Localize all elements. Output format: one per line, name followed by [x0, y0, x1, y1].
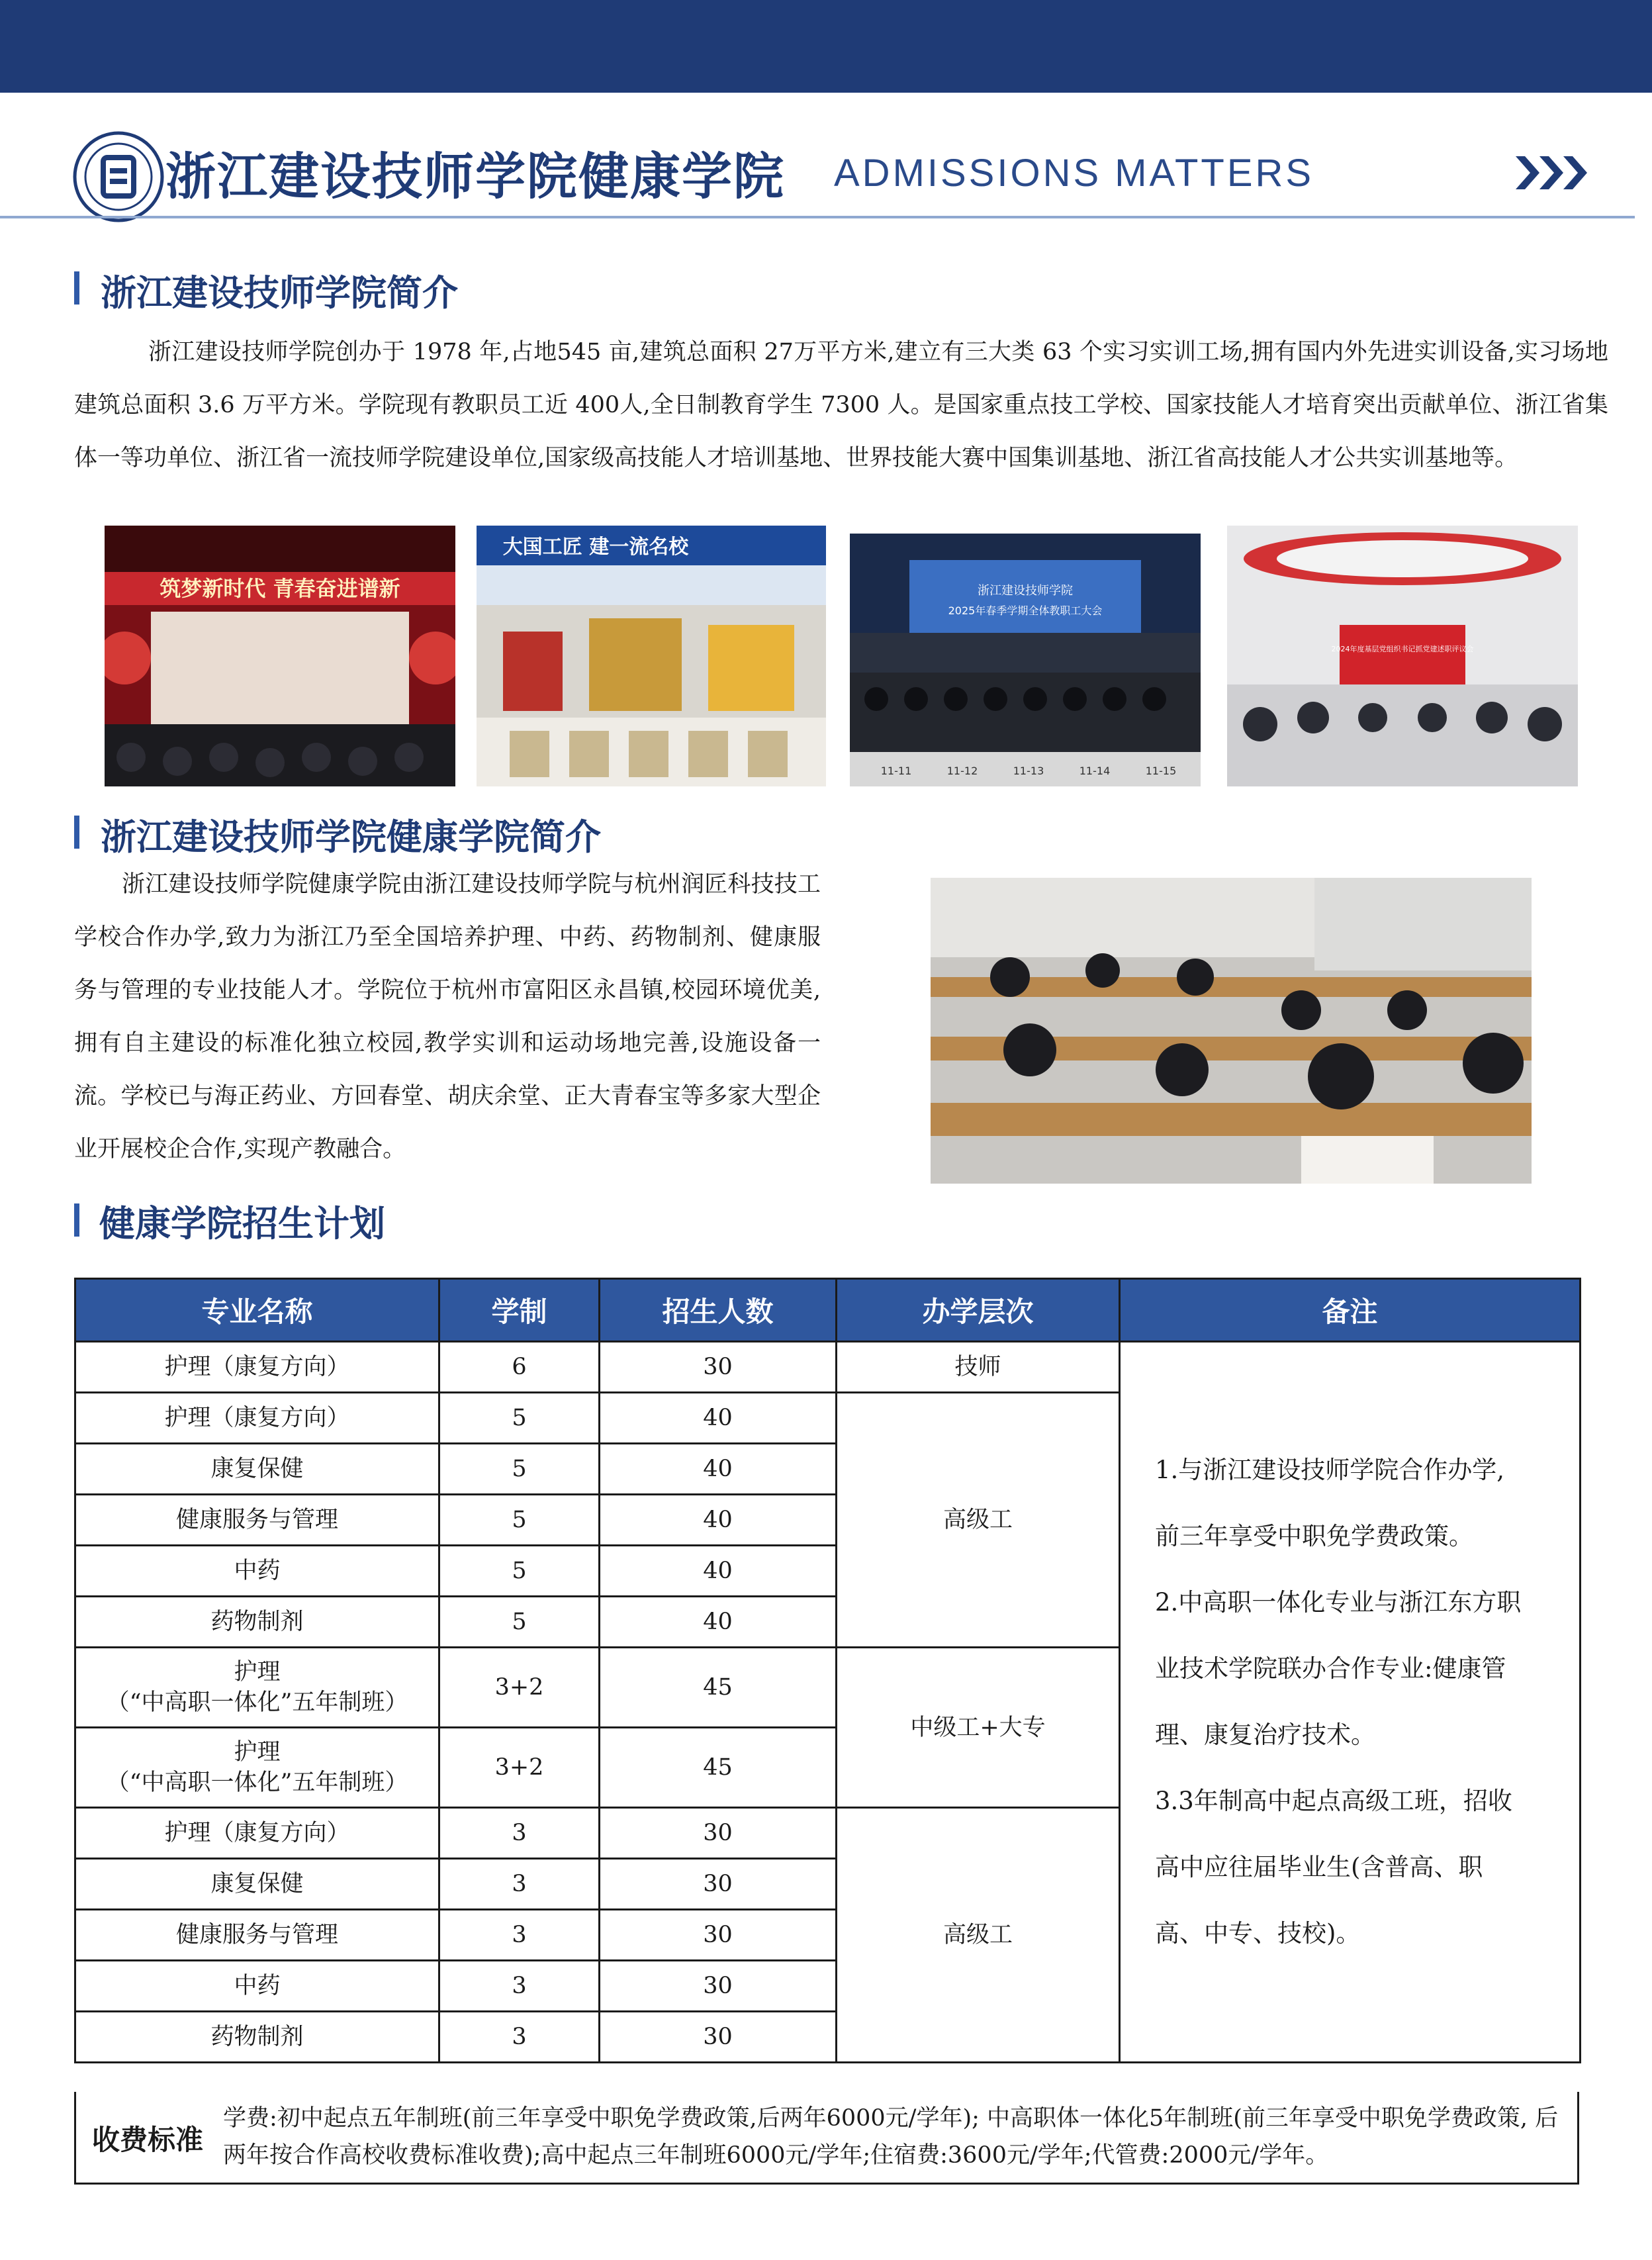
enrollment-count: 30: [600, 1808, 837, 1859]
top-color-band: [0, 0, 1652, 93]
photo-screen-text: 浙江建设技师学院: [978, 584, 1073, 598]
remark-line: 高、中专、技校)。: [1155, 1919, 1361, 1948]
remark-line: 前三年享受中职免学费政策。: [1155, 1522, 1473, 1550]
years: 5: [439, 1393, 600, 1444]
major-name: 健康服务与管理: [75, 1910, 439, 1961]
photo-party-meeting: [1227, 526, 1578, 786]
years: 3+2: [439, 1648, 600, 1728]
section-title-intro: 浙江建设技师学院简介: [101, 272, 458, 314]
photo-classroom: [931, 878, 1532, 1184]
years: 5: [439, 1444, 600, 1495]
years: 6: [439, 1342, 600, 1393]
photo-banner-text: 筑梦新时代 青春奋进谱新: [160, 576, 400, 601]
table-header-row: [75, 1279, 1581, 1342]
enrollment-count: 40: [600, 1597, 837, 1648]
fee-label: 收费标准: [92, 2124, 204, 2156]
photo-awards: [477, 526, 826, 786]
section-title-plan: 健康学院招生计划: [99, 1203, 385, 1245]
major-name: 护理（康复方向）: [75, 1808, 439, 1859]
major-name: [75, 1648, 439, 1728]
enrollment-count: 30: [600, 2012, 837, 2063]
years: 3: [439, 1961, 600, 2012]
remark-line: 业技术学院联办合作专业:健康管: [1155, 1654, 1506, 1683]
photo-performance: [105, 526, 455, 786]
seat-label: 11-12: [946, 765, 978, 777]
section-title-health-intro: 浙江建设技师学院健康学院简介: [101, 816, 601, 858]
seat-label: 11-15: [1145, 765, 1177, 777]
enrollment-count: 30: [600, 1961, 837, 2012]
remark-line: 3.3年制高中起点高级工班，招收: [1155, 1787, 1512, 1815]
education-level: 技师: [837, 1342, 1120, 1393]
major-name: 药物制剂: [75, 1597, 439, 1648]
major-name: 中药: [75, 1961, 439, 2012]
enrollment-count: 45: [600, 1648, 837, 1728]
years: 5: [439, 1597, 600, 1648]
fee-standard-row: [74, 2092, 1579, 2185]
major-name: 药物制剂: [75, 2012, 439, 2063]
school-emblem-icon: [71, 130, 165, 224]
remark-line: 理、康复治疗技术。: [1155, 1720, 1375, 1749]
years: 5: [439, 1546, 600, 1597]
major-name: 中药: [75, 1546, 439, 1597]
education-level: 中级工+大专: [837, 1648, 1120, 1808]
english-title: ADMISSIONS MATTERS: [834, 152, 1314, 195]
photo-banner-text: 2024年度基层党组织书记抓党建述职评议会: [1331, 645, 1474, 653]
health-intro-paragraph: 浙江建设技师学院健康学院由浙江建设技师学院与杭州润匠科技技工学校合作办学,致力为浙江乃至全国培养护理、中药、药物制剂、健康服务与管理的专业技能人才。学院位于杭州市富阳区永昌镇,校园环境优美,拥有自主建设的标准化独立校园,教学实训和运动场地完善,设施设备一流。学校已与海正药业、方回春堂、胡庆余堂、正大青春宝等多家大型企业开展校企合作,实现产教融合。: [74, 871, 821, 1162]
photo-staff-meeting: [850, 534, 1201, 786]
enrollment-count: 40: [600, 1444, 837, 1495]
major-name-line: 护理: [234, 1659, 281, 1685]
major-name-line: 护理: [234, 1739, 281, 1766]
major-name: 护理（康复方向）: [75, 1342, 439, 1393]
section-marker: [74, 1203, 79, 1237]
remark-line: 1.与浙江建设技师学院合作办学,: [1155, 1456, 1505, 1484]
enrollment-count: 30: [600, 1859, 837, 1910]
remark-line: 高中应往届毕业生(含普高、职: [1155, 1853, 1483, 1881]
header-divider: [0, 216, 1635, 218]
column-header: 学制: [439, 1279, 600, 1342]
enrollment-count: 30: [600, 1342, 837, 1393]
column-header: 专业名称: [75, 1279, 439, 1342]
table-row: [75, 1342, 1581, 1393]
enrollment-count: 40: [600, 1495, 837, 1546]
enrollment-table: [74, 1278, 1581, 2063]
column-header: 招生人数: [600, 1279, 837, 1342]
seat-label: 11-11: [880, 765, 912, 777]
remarks-cell: [1120, 1342, 1581, 2063]
years: 3: [439, 2012, 600, 2063]
major-name: [75, 1728, 439, 1808]
seat-label: 11-13: [1013, 765, 1044, 777]
photo-screen-text: 2025年春季学期全体教职工大会: [948, 604, 1103, 617]
major-name-line: （“中高职一体化”五年制班）: [106, 1769, 408, 1796]
years: 3: [439, 1910, 600, 1961]
school-name: 浙江建设技师学院健康学院: [165, 147, 785, 206]
major-name: 护理（康复方向）: [75, 1393, 439, 1444]
enrollment-count: 40: [600, 1546, 837, 1597]
fee-text: 学费:初中起点五年制班(前三年享受中职免学费政策,后两年6000元/学年); 中高职体一体化5年制班(前三年享受中职免学费政策, 后两年按合作高校收费标准收费);高中起点三年制班6000元/学年;住宿费:3600元/学年;代管费:2000元/学年。: [223, 2105, 1559, 2169]
intro-paragraph: 浙江建设技师学院创办于 1978 年,占地545 亩,建筑总面积 27万平方米,建立有三大类 63 个实习实训工场,拥有国内外先进实训设备,实习场地建筑总面积 3.6 万平方米。学院现有教职员工近 400人,全日制教育学生 7300 人。是国家重点技工学校、国家技能人才培育突出贡献单位、浙江省集体一等功单位、浙江省一流技师学院建设单位,国家级高技能人才培训基地、世界技能大赛中国集训基地、浙江省高技能人才公共实训基地等。: [74, 339, 1608, 471]
years: 3: [439, 1859, 600, 1910]
enrollment-count: 45: [600, 1728, 837, 1808]
years: 5: [439, 1495, 600, 1546]
section-marker: [74, 816, 79, 849]
remark-line: 2.中高职一体化专业与浙江东方职: [1155, 1588, 1522, 1617]
years: 3+2: [439, 1728, 600, 1808]
photo-banner-text: 大国工匠 建一流名校: [502, 536, 689, 559]
education-level: 高级工: [837, 1393, 1120, 1648]
major-name-line: （“中高职一体化”五年制班）: [106, 1689, 408, 1716]
triple-chevron-right-icon: [1516, 154, 1588, 192]
major-name: 健康服务与管理: [75, 1495, 439, 1546]
enrollment-count: 30: [600, 1910, 837, 1961]
major-name: 康复保健: [75, 1859, 439, 1910]
section-marker: [74, 271, 79, 305]
seat-label: 11-14: [1079, 765, 1111, 777]
column-header: 备注: [1120, 1279, 1581, 1342]
years: 3: [439, 1808, 600, 1859]
major-name: 康复保健: [75, 1444, 439, 1495]
education-level: 高级工: [837, 1808, 1120, 2063]
enrollment-count: 40: [600, 1393, 837, 1444]
column-header: 办学层次: [837, 1279, 1120, 1342]
